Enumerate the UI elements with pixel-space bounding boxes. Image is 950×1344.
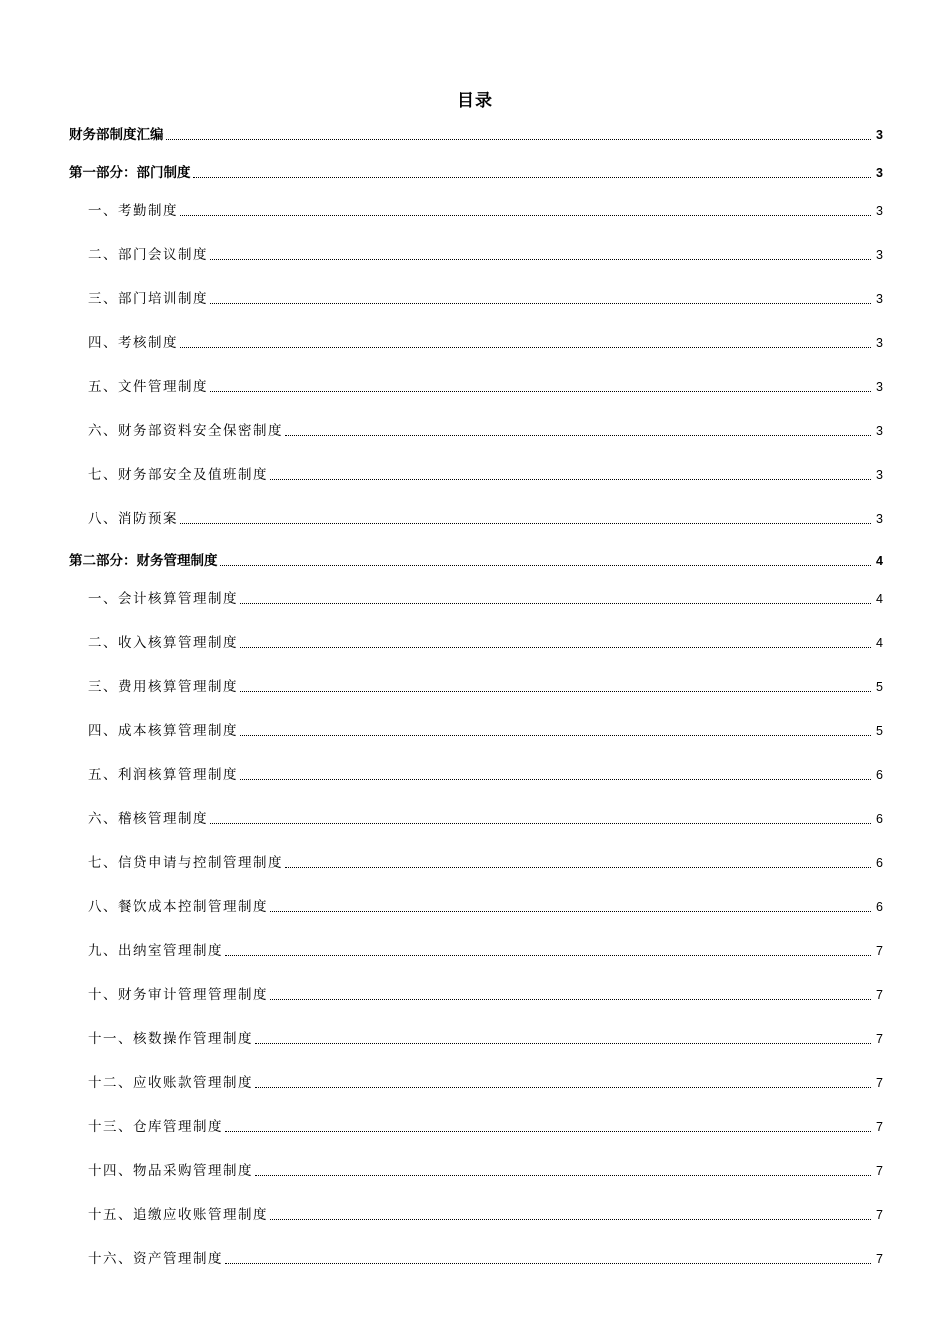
toc-entry-label: 十六、资产管理制度 bbox=[88, 1251, 223, 1267]
toc-entry-row[interactable] bbox=[0, 1162, 950, 1180]
toc-entry-row[interactable] bbox=[0, 378, 950, 396]
toc-page-number: 3 bbox=[876, 292, 883, 306]
toc-entry-row[interactable] bbox=[0, 722, 950, 740]
toc-page-number: 7 bbox=[876, 1032, 883, 1046]
toc-page-number: 3 bbox=[876, 512, 883, 526]
toc-page-number: 7 bbox=[876, 1076, 883, 1090]
toc-entry-label: 一、考勤制度 bbox=[88, 203, 178, 219]
dot-leader bbox=[180, 523, 871, 524]
dot-leader bbox=[255, 1043, 871, 1044]
toc-entry-label: 四、考核制度 bbox=[88, 335, 178, 351]
toc-entry-row[interactable] bbox=[0, 1118, 950, 1136]
toc-section-row[interactable] bbox=[0, 552, 950, 570]
toc-entry-row[interactable] bbox=[0, 1206, 950, 1224]
toc-entry-label: 二、部门会议制度 bbox=[88, 247, 208, 263]
toc-entry-row[interactable] bbox=[0, 942, 950, 960]
toc-entry-row[interactable] bbox=[0, 1250, 950, 1268]
dot-leader bbox=[193, 177, 871, 178]
toc-section-row[interactable] bbox=[0, 126, 950, 144]
toc-entry-label: 三、部门培训制度 bbox=[88, 291, 208, 307]
dot-leader bbox=[166, 139, 871, 140]
toc-entry-label: 十二、应收账款管理制度 bbox=[88, 1075, 253, 1091]
toc-entry-label: 十一、核数操作管理制度 bbox=[88, 1031, 253, 1047]
toc-page-number: 6 bbox=[876, 900, 883, 914]
toc-page-number: 4 bbox=[876, 636, 883, 650]
toc-page-number: 3 bbox=[876, 166, 883, 180]
toc-page-number: 3 bbox=[876, 128, 883, 142]
toc-section-row[interactable] bbox=[0, 164, 950, 182]
toc-page-number: 3 bbox=[876, 336, 883, 350]
toc-page-number: 7 bbox=[876, 988, 883, 1002]
dot-leader bbox=[225, 1263, 871, 1264]
toc-page-number: 5 bbox=[876, 680, 883, 694]
toc-entry-row[interactable] bbox=[0, 634, 950, 652]
toc-page-number: 3 bbox=[876, 248, 883, 262]
toc-title: 目录 bbox=[457, 91, 493, 111]
toc-entry-row[interactable] bbox=[0, 246, 950, 264]
toc-entry-label: 六、财务部资料安全保密制度 bbox=[88, 423, 283, 439]
toc-entry-row[interactable] bbox=[0, 590, 950, 608]
dot-leader bbox=[225, 955, 871, 956]
toc-entry-label: 第一部分：部门制度 bbox=[69, 165, 191, 181]
toc-entry-label: 八、消防预案 bbox=[88, 511, 178, 527]
toc-page-number: 3 bbox=[876, 204, 883, 218]
dot-leader bbox=[270, 1219, 871, 1220]
dot-leader bbox=[240, 691, 871, 692]
toc-entry-label: 五、利润核算管理制度 bbox=[88, 767, 238, 783]
toc-entry-label: 二、收入核算管理制度 bbox=[88, 635, 238, 651]
dot-leader bbox=[270, 911, 871, 912]
toc-entry-row[interactable] bbox=[0, 678, 950, 696]
toc-entry-row[interactable] bbox=[0, 986, 950, 1004]
dot-leader bbox=[220, 565, 871, 566]
toc-entry-label: 十五、追缴应收账管理制度 bbox=[88, 1207, 268, 1223]
dot-leader bbox=[180, 347, 871, 348]
dot-leader bbox=[285, 867, 871, 868]
toc-entry-label: 十四、物品采购管理制度 bbox=[88, 1163, 253, 1179]
toc-page-number: 7 bbox=[876, 1252, 883, 1266]
dot-leader bbox=[270, 479, 871, 480]
dot-leader bbox=[210, 259, 871, 260]
toc-entry-row[interactable] bbox=[0, 1074, 950, 1092]
toc-entry-label: 八、餐饮成本控制管理制度 bbox=[88, 899, 268, 915]
dot-leader bbox=[255, 1087, 871, 1088]
toc-page-number: 6 bbox=[876, 768, 883, 782]
toc-entry-row[interactable] bbox=[0, 766, 950, 784]
dot-leader bbox=[210, 823, 871, 824]
toc-page-number: 5 bbox=[876, 724, 883, 738]
toc-page-number: 7 bbox=[876, 944, 883, 958]
toc-page-number: 4 bbox=[876, 592, 883, 606]
toc-entry-label: 九、出纳室管理制度 bbox=[88, 943, 223, 959]
toc-entry-row[interactable] bbox=[0, 290, 950, 308]
toc-entry-label: 一、会计核算管理制度 bbox=[88, 591, 238, 607]
toc-entry-label: 十三、仓库管理制度 bbox=[88, 1119, 223, 1135]
dot-leader bbox=[210, 391, 871, 392]
toc-page-number: 3 bbox=[876, 468, 883, 482]
toc-entry-label: 第二部分：财务管理制度 bbox=[69, 553, 218, 569]
toc-entry-label: 财务部制度汇编 bbox=[69, 127, 164, 143]
toc-entry-label: 十、财务审计管理管理制度 bbox=[88, 987, 268, 1003]
toc-entry-row[interactable] bbox=[0, 1030, 950, 1048]
dot-leader bbox=[285, 435, 871, 436]
toc-page-number: 7 bbox=[876, 1164, 883, 1178]
dot-leader bbox=[180, 215, 871, 216]
toc-entry-label: 七、财务部安全及值班制度 bbox=[88, 467, 268, 483]
toc-page-number: 7 bbox=[876, 1208, 883, 1222]
dot-leader bbox=[240, 735, 871, 736]
toc-entry-row[interactable] bbox=[0, 898, 950, 916]
toc-entry-row[interactable] bbox=[0, 422, 950, 440]
dot-leader bbox=[210, 303, 871, 304]
toc-entry-row[interactable] bbox=[0, 854, 950, 872]
toc-entry-row[interactable] bbox=[0, 334, 950, 352]
toc-entry-label: 六、稽核管理制度 bbox=[88, 811, 208, 827]
dot-leader bbox=[240, 647, 871, 648]
toc-page-number: 3 bbox=[876, 424, 883, 438]
dot-leader bbox=[240, 779, 871, 780]
toc-entry-label: 五、文件管理制度 bbox=[88, 379, 208, 395]
toc-entry-row[interactable] bbox=[0, 510, 950, 528]
dot-leader bbox=[225, 1131, 871, 1132]
toc-page-number: 6 bbox=[876, 856, 883, 870]
toc-entry-label: 四、成本核算管理制度 bbox=[88, 723, 238, 739]
dot-leader bbox=[240, 603, 871, 604]
toc-entry-label: 三、费用核算管理制度 bbox=[88, 679, 238, 695]
toc-page-number: 4 bbox=[876, 554, 883, 568]
dot-leader bbox=[270, 999, 871, 1000]
toc-entry-row[interactable] bbox=[0, 810, 950, 828]
toc-entry-row[interactable] bbox=[0, 466, 950, 484]
dot-leader bbox=[255, 1175, 871, 1176]
toc-entry-row[interactable] bbox=[0, 202, 950, 220]
toc-page-number: 7 bbox=[876, 1120, 883, 1134]
toc-page-number: 3 bbox=[876, 380, 883, 394]
toc-entry-label: 七、信贷申请与控制管理制度 bbox=[88, 855, 283, 871]
toc-page-number: 6 bbox=[876, 812, 883, 826]
